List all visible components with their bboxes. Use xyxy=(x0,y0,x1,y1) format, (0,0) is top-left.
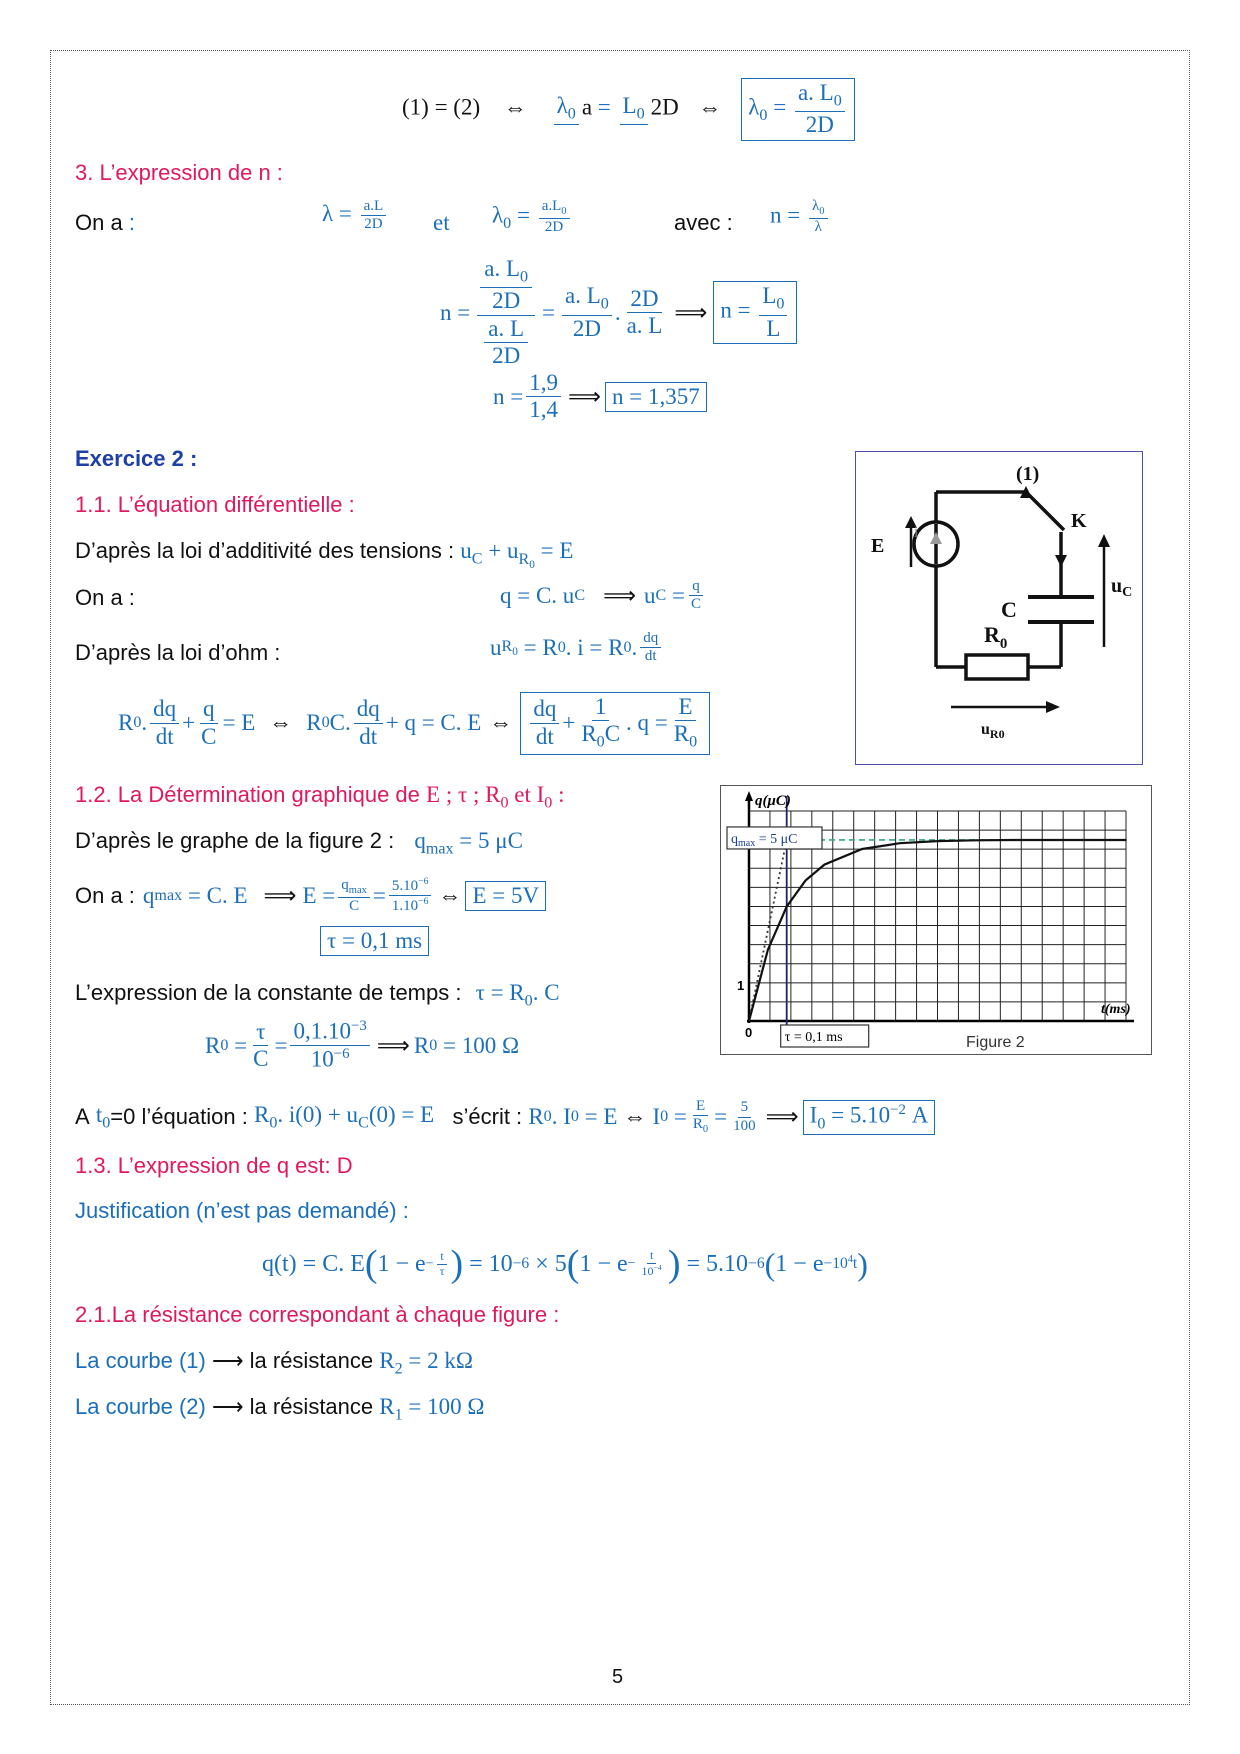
s21-curve1: La courbe (1) xyxy=(75,1348,206,1373)
s12-r0-calc: R 0 = τ C = $0,1.10^{-3}$ $10^{-6}$ ⟹ R 0 = 100 Ω xyxy=(205,1018,520,1072)
s3-res-n: n = xyxy=(720,297,751,323)
frac-den: 2D xyxy=(492,342,521,368)
s21-r2-val: = 2 kΩ xyxy=(402,1348,473,1373)
s3-big-n: n = xyxy=(440,299,471,325)
data-point xyxy=(748,1020,750,1022)
data-point xyxy=(1012,839,1014,841)
data-point xyxy=(1125,839,1127,841)
s3-colon: : xyxy=(122,210,135,235)
k-label: K xyxy=(1071,510,1087,532)
section-1-2-title: 1.2. La Détermination graphique de E ; τ ; $R_0$ et $I_0$ : xyxy=(75,782,565,812)
s12-line2: On a : q max = C. E ⟹ E = $q_{max}$ C = $5.10^{-6}$ $1.10^{-6}$ ⇔ E = 5V xyxy=(75,876,546,916)
s3-on-a xyxy=(75,210,135,236)
s11-line2-eq: q = C. u C ⟹ u C = q C xyxy=(500,578,702,613)
s13-justification: Justification (n’est pas demandé) : xyxy=(75,1198,409,1223)
s11-line2-label: On a : xyxy=(75,585,135,610)
data-point xyxy=(824,864,826,866)
qmax-annotation-sub: max xyxy=(738,837,756,849)
sub: 0 xyxy=(636,105,645,123)
sub: 0 xyxy=(567,105,576,123)
data-point xyxy=(767,949,769,951)
s12-i0-result-box: $I_0 = 5.10^{-2}$ A xyxy=(803,1100,936,1135)
r0-label xyxy=(984,622,1007,652)
y-axis-label: q(μC) xyxy=(755,793,791,809)
frac-num: a. L xyxy=(484,316,528,343)
s3-on-a-text: On a xyxy=(75,210,123,235)
eq-top-lhs: (1) = (2) xyxy=(402,94,481,120)
sub: 0 xyxy=(833,92,842,110)
s12-i0-val: 5.10 xyxy=(849,1102,891,1128)
frac-num: λ xyxy=(556,93,568,119)
circuit-diagram xyxy=(856,452,1142,764)
ur0-label-main: u xyxy=(981,721,990,738)
sub: 0 xyxy=(819,206,825,217)
s12-line6-a: A xyxy=(75,1104,90,1130)
s12-title-b: E ; τ ; R xyxy=(426,782,501,807)
y-axis-arrow xyxy=(745,791,753,801)
s12-line6: A $t_0$ =0 l’équation : $R_0$. $i(0) + u_C(0) = E$ s’écrit : R 0 . I 0 = E ⇔ I 0 = E $R_0$ = 5 100 ⟹ $I_0 = 5.10^{-2}$ A xyxy=(75,1098,935,1136)
data-point xyxy=(937,840,939,842)
circuit-figure xyxy=(855,451,1143,765)
frac-num: a. L xyxy=(565,283,601,309)
implies-symbol: ⟹ xyxy=(674,299,708,325)
qmax-annotation-val: = 5 μC xyxy=(755,831,798,847)
iff-symbol: ⇔ xyxy=(503,94,527,120)
s3-calc-n: n = xyxy=(493,383,524,409)
chart-title: Figure 2 xyxy=(966,1034,1025,1051)
s12-tau-result-box: τ = 0,1 ms xyxy=(320,926,429,956)
eq-top-result-box: $\lambda_0$ = $\frac{a. L_0}{2D}$ xyxy=(741,78,855,141)
s12-line4: L’expression de la constante de temps : $\tau = R_0$. C xyxy=(75,980,560,1010)
s3-lambda: λ = xyxy=(322,201,352,227)
frac-den: 2D xyxy=(650,94,679,120)
frac-num: L xyxy=(622,93,637,119)
tangent-line xyxy=(749,840,787,1021)
figure-2-chart xyxy=(720,785,1152,1055)
s11-line1-text: D’après la loi d’additivité des tensions : xyxy=(75,538,455,563)
res-lhs: λ xyxy=(748,94,760,120)
section-1-1-title: 1.1. L’équation différentielle : xyxy=(75,492,355,517)
frac-den: a. L xyxy=(626,313,663,339)
s12-e-result-box: E = 5V xyxy=(465,881,546,911)
sub: 0 xyxy=(759,107,768,125)
sub: 0 xyxy=(503,215,512,233)
s3-lambda0-eq: $\lambda_0$ = $\frac{a.L_0}{2D}$ xyxy=(492,198,573,236)
frac-den: λ xyxy=(814,219,822,236)
frac-num: L xyxy=(762,283,777,309)
e-label: E xyxy=(871,535,885,557)
r0-label-main: R xyxy=(984,622,1000,647)
section-3-title: 3. L’expression de n : xyxy=(75,160,283,185)
s3-lambda-eq xyxy=(322,198,389,234)
r0-label-sub: 0 xyxy=(999,636,1008,652)
frac-num: a. L xyxy=(797,80,834,105)
data-point xyxy=(861,848,863,850)
s11-line3-label: D’après la loi d’ohm : xyxy=(75,640,281,665)
origin-label: 0 xyxy=(745,1025,753,1040)
sub: 0 xyxy=(561,206,567,217)
s13-title-q: q est: D xyxy=(276,1153,353,1178)
tau-annotation: τ = 0,1 ms xyxy=(784,1030,843,1045)
frac-num: 1,9 xyxy=(526,370,561,397)
s21-resistance-text: ⟶ la résistance xyxy=(211,1348,374,1373)
s13-title-text: 1.3. L’expression de xyxy=(75,1153,271,1178)
dot: . xyxy=(614,299,621,325)
section-1-3-title xyxy=(75,1153,353,1179)
frac-den: 1,4 xyxy=(529,397,558,423)
s3-n-def xyxy=(770,198,831,236)
exercise-2-title: Exercice 2 : xyxy=(75,446,198,471)
frac-num: λ xyxy=(811,198,820,214)
s21-r1-val: = 100 Ω xyxy=(402,1394,485,1419)
frac-num: a.L xyxy=(361,198,387,216)
sub: 2 xyxy=(394,1360,403,1378)
frac-num: a. L xyxy=(484,256,520,281)
s3-avec: avec : xyxy=(674,210,733,235)
s21-curve2: La courbe (2) xyxy=(75,1394,206,1419)
s11-uc: u xyxy=(460,538,472,563)
sub: 0 xyxy=(520,268,529,286)
s12-line6-b: =0 l’équation : xyxy=(110,1104,248,1130)
s21-r1: R xyxy=(379,1394,395,1419)
s21-r2: R xyxy=(379,1348,395,1373)
frac-num: a.L xyxy=(541,198,562,214)
i-label: i xyxy=(914,524,919,541)
s3-calc xyxy=(493,370,707,424)
s3-lambda0: λ xyxy=(492,202,504,228)
section-2-1-title: 2.1.La résistance correspondant à chaque figure : xyxy=(75,1302,560,1327)
s3-big-fraction: n = a. $L_0$ 2D $\frac{a. L}{2D}$ = $\frac{a. L_0}{2D}$ . $\frac{2D}{a. L}$ ⟹ n = $\frac{L_0}{L}$ xyxy=(440,256,797,369)
frac-den: a xyxy=(581,94,593,120)
page-number: 5 xyxy=(612,1666,624,1688)
frac-num: 2D xyxy=(627,286,661,313)
uc-label xyxy=(1111,575,1132,600)
sub: 1 xyxy=(394,1406,403,1424)
frac-den: 2D xyxy=(492,288,521,314)
x-axis-label: t(ms) xyxy=(1101,1002,1131,1017)
uc-label-main: u xyxy=(1111,575,1123,597)
s11-diff-eq-box: dq dt + 1 $R_0C$ . q = E $R_0$ xyxy=(520,692,710,755)
sub: 0 xyxy=(600,296,609,314)
uc-label-sub: C xyxy=(1122,585,1133,600)
s21-line2 xyxy=(75,1394,484,1425)
iff-symbol: ⇔ xyxy=(698,94,722,120)
eq-top: (1) = (2) ⇔ $\lambda_0$ a = $L_0$ 2D ⇔ $\lambda_0$ = $\frac{a. L_0}{2D}$ xyxy=(402,78,855,141)
s12-qmax: q xyxy=(414,828,426,853)
data-point xyxy=(1088,839,1090,841)
ur0-label-sub: R0 xyxy=(989,727,1005,741)
s21-line1 xyxy=(75,1348,473,1379)
s3-et: et xyxy=(433,210,450,235)
s3-n-result-box xyxy=(713,281,797,344)
data-point xyxy=(805,880,807,882)
frac-den: L xyxy=(766,315,781,341)
s12-title-a: 1.2. La Détermination graphique de xyxy=(75,782,420,807)
data-point xyxy=(974,840,976,842)
s12-line2-text: On a : xyxy=(75,882,135,908)
c-label: C xyxy=(1001,597,1017,622)
s12-title-c: et I xyxy=(514,782,545,807)
s21-resistance-text: ⟶ la résistance xyxy=(211,1394,374,1419)
s12-qmax-val: = 5 μC xyxy=(453,828,523,853)
s12-line1 xyxy=(75,828,523,859)
qmax-annotation-q: q xyxy=(731,831,738,847)
charge-curve-chart xyxy=(721,786,1151,1054)
frac-den: 2D xyxy=(544,219,564,236)
implies-symbol: ⟹ xyxy=(567,383,601,409)
s12-tau-box-wrap xyxy=(320,926,429,956)
ur0-label xyxy=(981,721,1005,741)
y-tick-label: 1 xyxy=(737,977,745,993)
s3-n: n = xyxy=(770,202,801,228)
s12-r0-val: 100 Ω xyxy=(461,1032,520,1058)
switch-label: (1) xyxy=(1016,463,1040,485)
s3-calc-result-box: n = 1,357 xyxy=(605,382,707,412)
s12-line4-text: L’expression de la constante de temps : xyxy=(75,980,462,1005)
s11-line3-eq: u $R_0$ = R 0 . i = R 0 . dq dt xyxy=(490,630,664,666)
data-point xyxy=(899,842,901,844)
sub: max xyxy=(425,840,454,858)
data-point xyxy=(786,906,788,908)
s13-q-expression: q(t) = C. E ( 1 − e − $\frac{t}{\tau}$ ) = 10 −6 × 5 ( 1 − e − $\frac{t}{10^{-4}}$ ) = 5.10 −6 ( 1 − e $-10^4t$ ) xyxy=(262,1243,868,1285)
s12-line6-c: s’écrit : xyxy=(452,1104,523,1130)
s11-line1: D’après la loi d’additivité des tensions : $u_C + u_{R_0} = E$ xyxy=(75,538,574,571)
frac-den: 2D xyxy=(572,315,601,341)
s12-line1-text: D’après le graphe de la figure 2 : xyxy=(75,828,395,853)
s11-diff-eq: R 0 . dq dt + q C = E ⇔ R 0 C. dq dt + q = C. E ⇔ dq dt + 1 $R_0C$ . q = E $R_0$ xyxy=(118,692,710,755)
sub: 0 xyxy=(776,296,785,314)
data-point xyxy=(1050,839,1052,841)
frac-den: 2D xyxy=(364,216,383,233)
frac-den: 2D xyxy=(805,112,834,138)
